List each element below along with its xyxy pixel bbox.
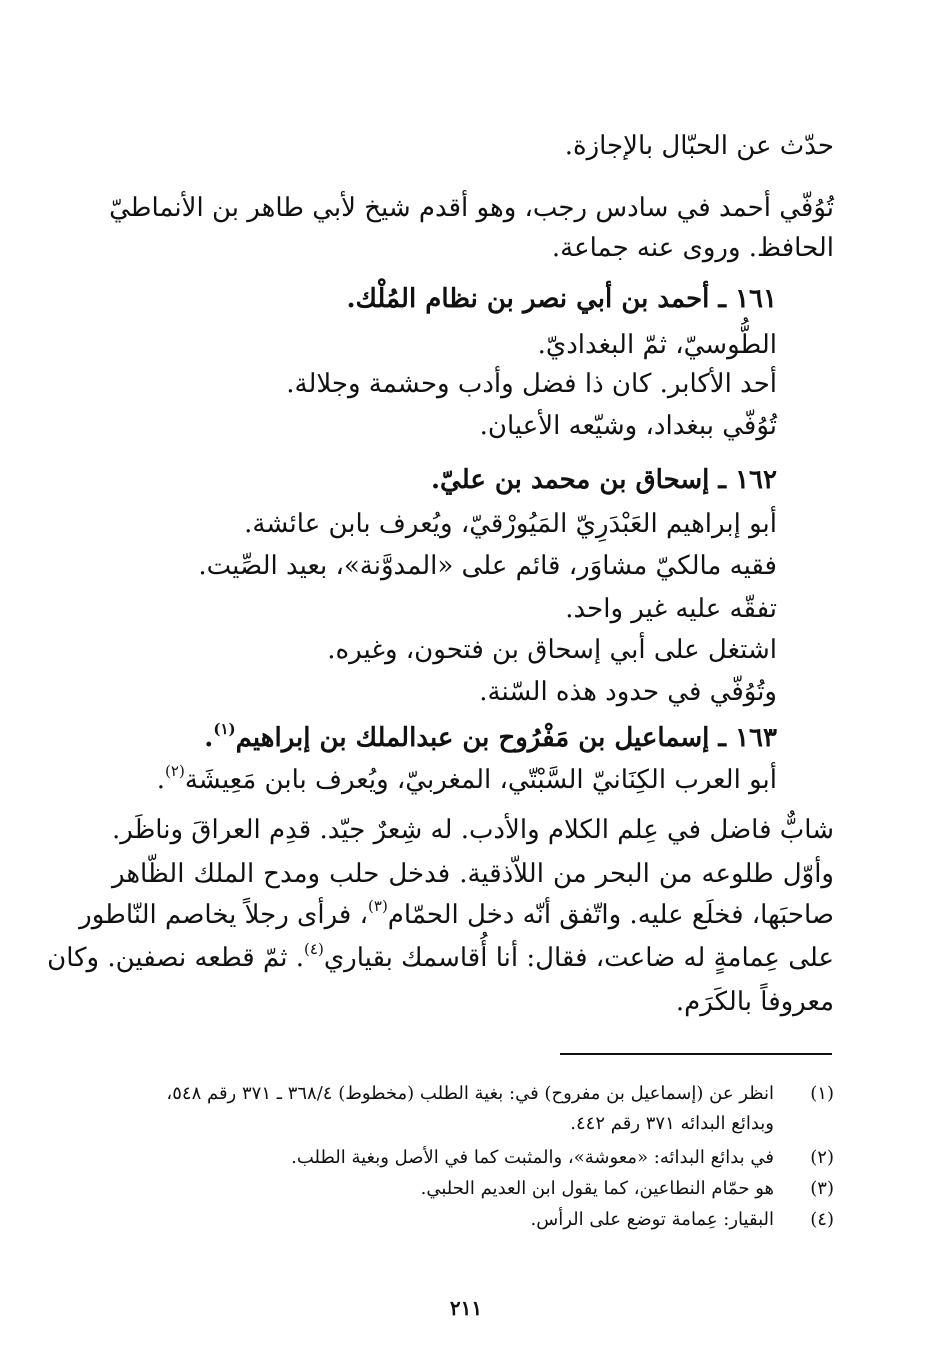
footnote (421, 1175, 834, 1203)
footnote-ref: (٣) (368, 897, 388, 916)
footnote-divider (560, 1053, 832, 1055)
text-line: فقيه مالكيّ مشاوَر، قائم على «المدوَّنة»، بعيد الصِّيت. (198, 551, 777, 581)
footnote-ref: (٢) (165, 762, 185, 781)
line-text: صاحبَها، فخلَع عليه. واتّفق أنّه دخل الحمّام (387, 900, 834, 930)
footnote (291, 1144, 834, 1172)
title-text: ١٦٣ ـ إسماعيل بن مَفْرُوح بن عبدالملك بن إبراهيم (235, 723, 777, 753)
text-line: تُوُفّي ببغداد، وشيّعه الأعيان. (479, 411, 777, 441)
page-number: ٢١١ (449, 1296, 483, 1320)
footnote-number: (٤) (810, 1209, 834, 1230)
footnote-ref: (١) (213, 720, 236, 739)
text-line (157, 762, 777, 798)
text-line: الطُّوسيّ، ثمّ البغداديّ. (537, 330, 777, 360)
footnote-text: هو حمّام النطاعين، كما يقول ابن العديم الحلبي. (420, 1178, 774, 1199)
footnote-text: في بدائع البدائه: «معوشة»، والمثبت كما في الأصل وبغية الطلب. (291, 1147, 774, 1168)
line-text: ، فرأى رجلاً يخاصم النّاطور (79, 900, 369, 930)
footnote-number: (١) (810, 1083, 834, 1104)
entry-162-title: ١٦٢ ـ إسحاق بن محمد بن عليّ. (430, 465, 777, 495)
footnote-number: (٢) (810, 1147, 834, 1168)
footnote (531, 1206, 835, 1234)
footnote-continuation: وبدائع البدائه ٣٧١ رقم ٤٤٢. (570, 1113, 774, 1134)
text-line: أبو إبراهيم العَبْدَرِيّ المَيُورْقيّ، ويُعرف بابن عائشة. (244, 509, 777, 539)
title-end: . (204, 723, 214, 753)
line-text: أبو العرب الكِنَانيّ السَّبْتّي، المغربيّ، ويُعرف بابن مَعِيشَة (184, 765, 777, 795)
text-line: الحافظ. وروى عنه جماعة. (551, 233, 834, 263)
text-line: وتُوُفّي في حدود هذه السّنة. (479, 677, 777, 707)
text-line: تفقّه عليه غير واحد. (565, 594, 777, 624)
footnote-text: البقيار: عِمامة توضع على الرأس. (530, 1209, 774, 1230)
line-text: . ثمّ قطعه نصفين. وكان (47, 943, 305, 973)
footnote (166, 1080, 834, 1108)
text-line: معروفاً بالكَرَم. (675, 987, 834, 1017)
entry-161-title: ١٦١ ـ أحمد بن أبي نصر بن نظام المُلْك. (346, 284, 777, 314)
footnote-ref: (٤) (304, 940, 324, 959)
text-line: شابٌّ فاضل في عِلم الكلام والأدب. له شِعرٌ جيّد. قدِم العراقَ وناظَر. (112, 815, 834, 845)
line-text: على عِمامةٍ له ضاعت، فقال: أنا أُقاسمك بقياري (323, 943, 834, 973)
text-line: أحد الأكابر. كان ذا فضل وأدب وحشمة وجلالة. (286, 369, 777, 399)
text-line (79, 897, 834, 933)
line-end: . (156, 765, 166, 795)
footnote-number: (٣) (810, 1178, 834, 1199)
text-line: وأوّل طلوعه من البحر من اللاّذقية. فدخل حلب ومدح الملك الظّاهر (112, 859, 834, 889)
text-line: تُوُفّي أحمد في سادس رجب، وهو أقدم شيخ لأبي طاهر بن الأنماطيّ (109, 193, 834, 223)
text-line (47, 940, 834, 976)
footnote-text: انظر عن (إسماعيل بن مفروح) في: بغية الطلب (مخطوط) ٣٦٨/٤ ـ ٣٧١ رقم ٥٤٨، (166, 1083, 774, 1104)
text-line: اشتغل على أبي إسحاق بن فتحون، وغيره. (327, 635, 777, 665)
entry-163-title (204, 720, 777, 756)
text-line: حدّث عن الحبّال بالإجازة. (564, 131, 834, 161)
